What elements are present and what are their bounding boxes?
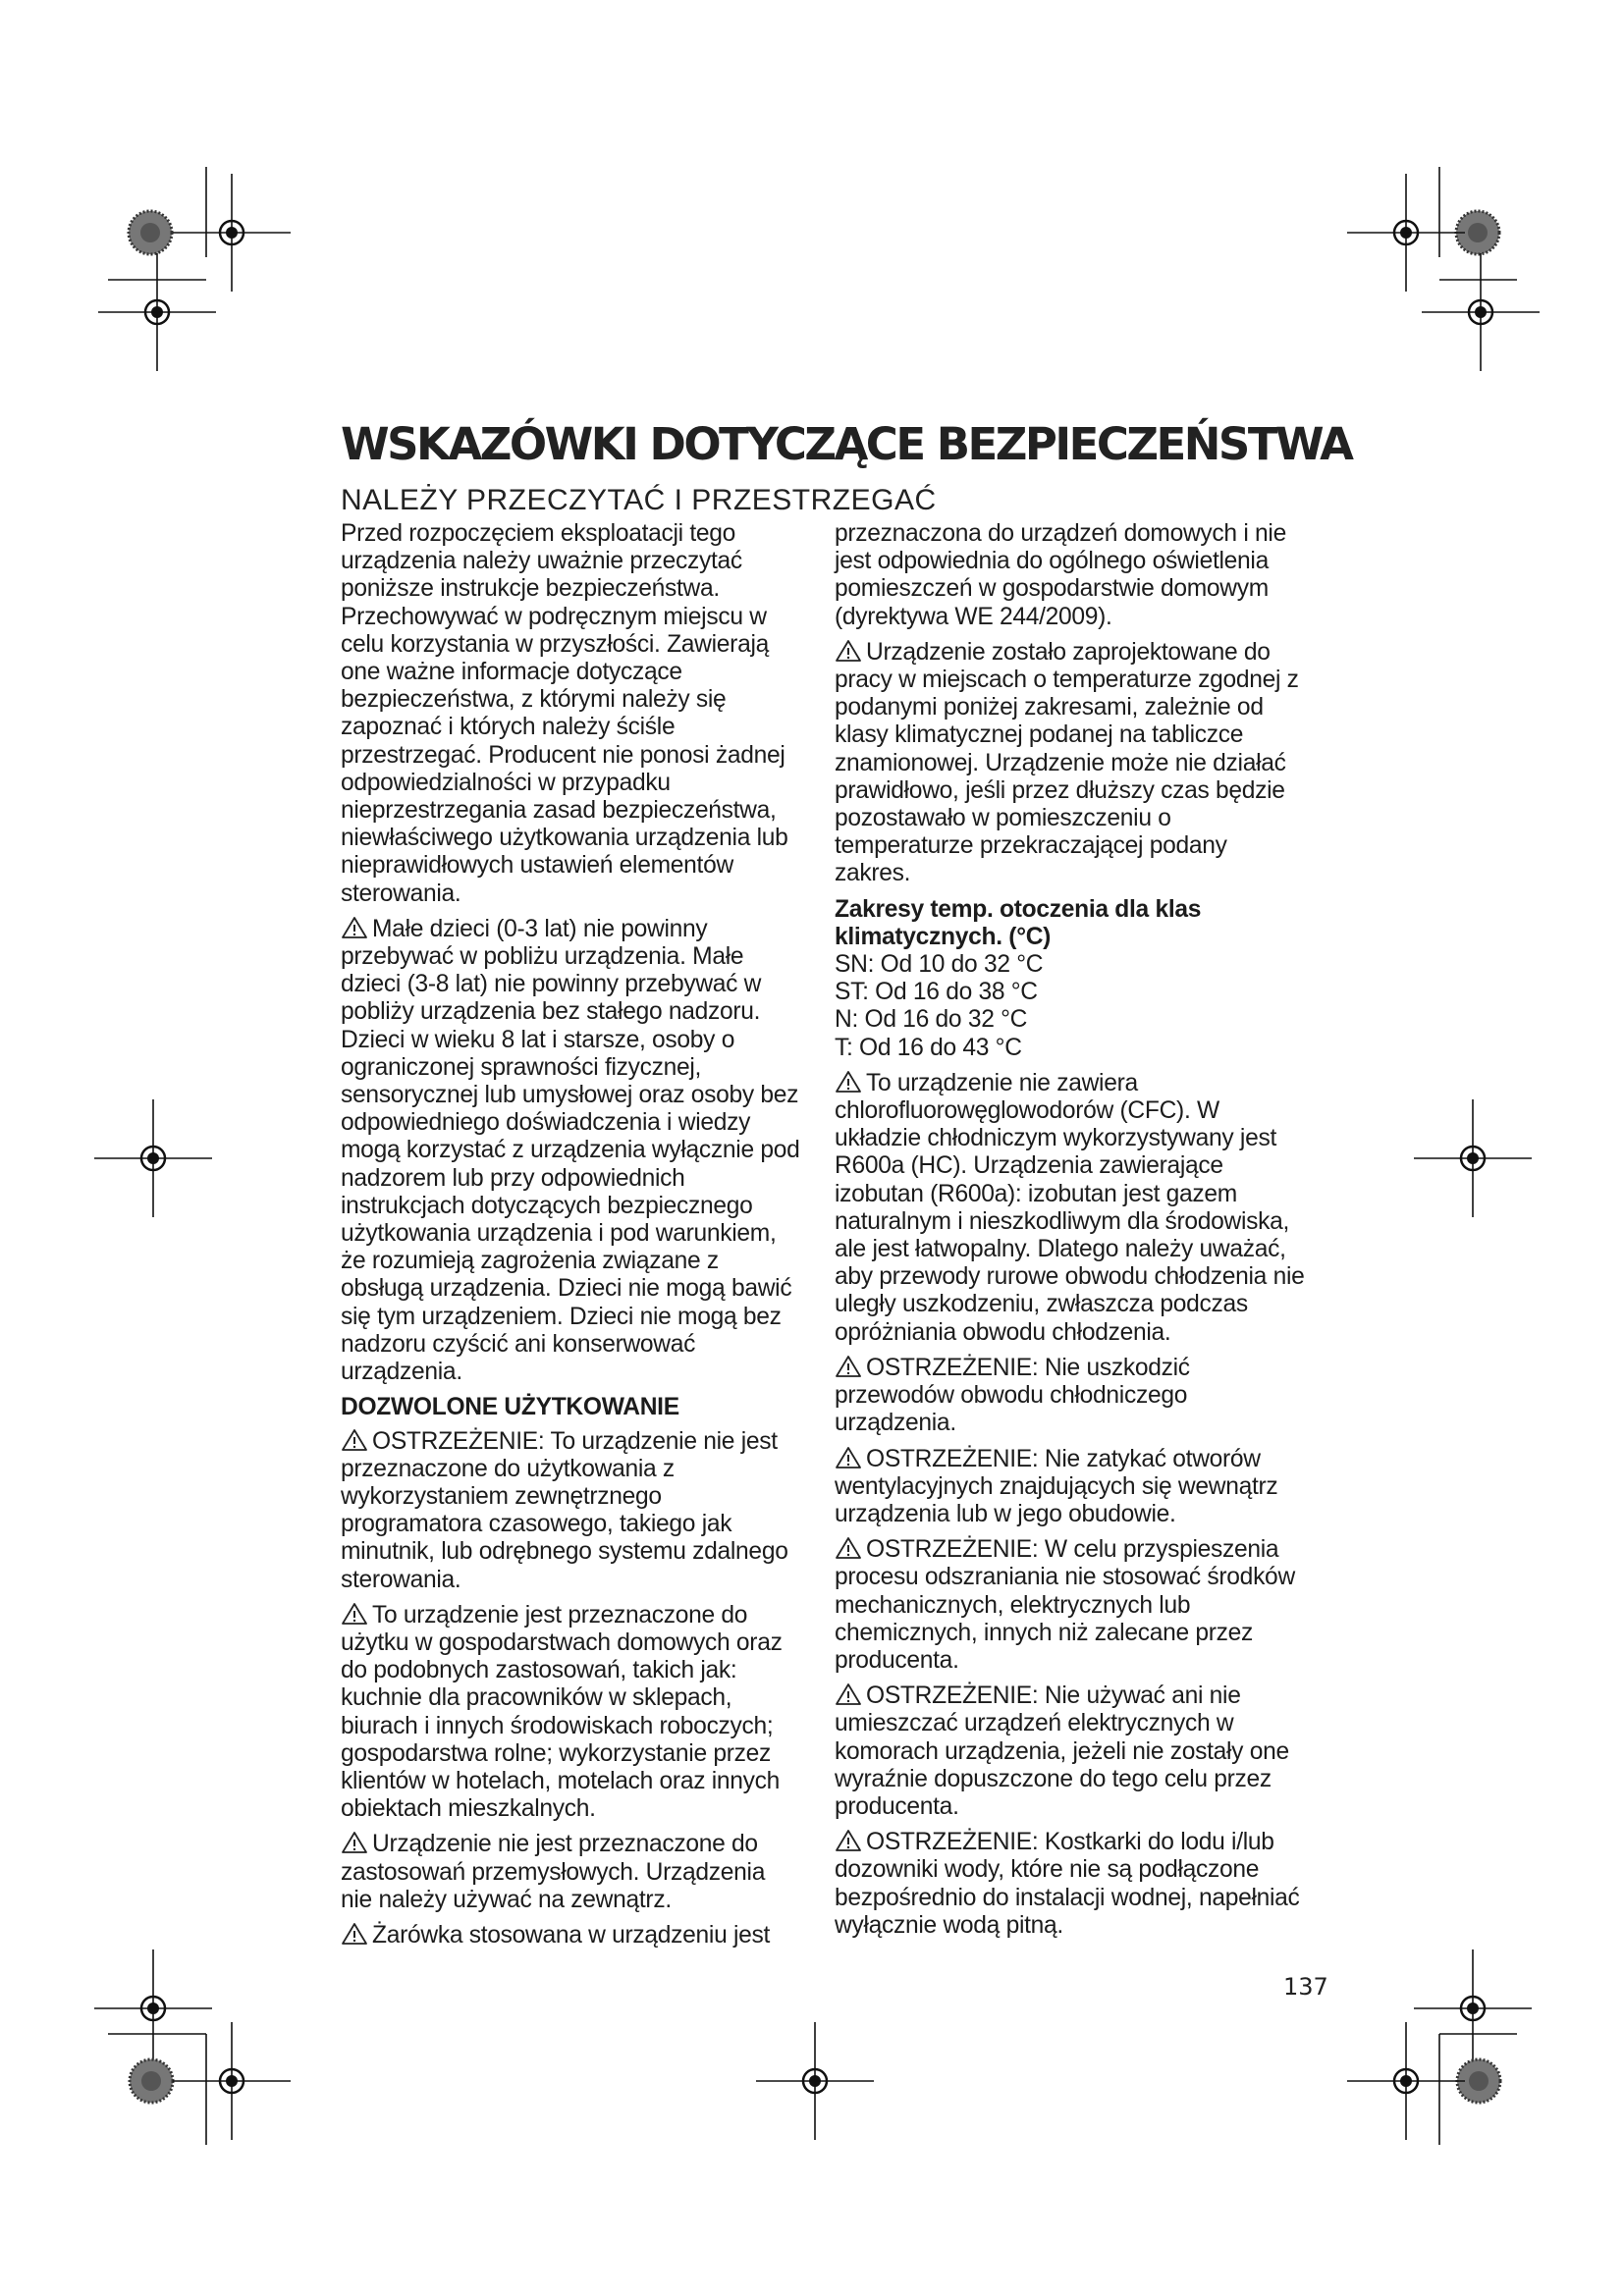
registration-mark-bottom-left bbox=[94, 1949, 212, 2067]
climate-class-n: N: Od 16 do 32 °C bbox=[835, 1006, 1028, 1034]
climate-class-t: T: Od 16 do 43 °C bbox=[835, 1034, 1022, 1061]
left-column bbox=[341, 520, 802, 1957]
warning-defrost-paragraph: OSTRZEŻENIE: W celu przyspieszenia procesu odszraniania nie stosować środków mechanicznych, elektrycznych lub chemicznych, innych niż zalecane przez producenta. bbox=[835, 1536, 1295, 1674]
page-title: WSKAZÓWKI DOTYCZĄCE BEZPIECZEŃSTWA bbox=[341, 418, 1352, 470]
registration-mark-middle-left bbox=[94, 1099, 212, 1217]
warning-icon bbox=[835, 1829, 862, 1852]
warning-circuit-paragraph: OSTRZEŻENIE: Nie uszkodzić przewodów obwodu chłodniczego urządzenia. bbox=[835, 1354, 1190, 1437]
warning-icon bbox=[835, 1682, 862, 1706]
registration-mark-bottom-right bbox=[1414, 1949, 1532, 2067]
registration-mark-bottom-center bbox=[756, 2022, 874, 2140]
warning-icon bbox=[341, 1602, 368, 1626]
registration-mark-top-left bbox=[173, 174, 291, 292]
domestic-use-paragraph: To urządzenie jest przeznaczone do użytku w gospodarstwach domowych oraz do podobnych zastosowań, takich jak: kuchnie dla pracowników w sklepach, biurach i innych środowiskach roboczych; gospodarstwa rolne; wykorzystanie przez klientów w hotelach, motelach oraz innych obiektach mieszkalnych. bbox=[341, 1601, 783, 1823]
warning-icon bbox=[341, 916, 368, 939]
warning-icon bbox=[341, 1922, 368, 1946]
warning-icon bbox=[835, 639, 862, 663]
climate-paragraph: Urządzenie zostało zaprojektowane do pracy w miejscach o temperaturze zgodnej z podanymi poniżej zakresami, zależnie od klasy klimatycznej podanej na tabliczce znamionowej. Urządzenie może nie działać prawidłowo, jeśli przez dłuższy czas będzie pozostawało w pomieszczeniu o temperaturze przekraczającej podany zakres. bbox=[835, 638, 1299, 887]
page-subtitle: NALEŻY PRZECZYTAĆ I PRZESTRZEGAĆ bbox=[341, 484, 937, 516]
warning-icon bbox=[341, 1428, 368, 1452]
bulb-paragraph-end: przeznaczona do urządzeń domowych i nie jest odpowiednia do ogólnego oświetlenia pomieszczeń w gospodarstwie domowym (dyrektywa WE 244/2009). bbox=[835, 520, 1286, 630]
section-heading-permitted-use: DOZWOLONE UŻYTKOWANIE bbox=[341, 1394, 679, 1421]
climate-class-sn: SN: Od 10 do 32 °C bbox=[835, 951, 1044, 979]
warning-vents-paragraph: OSTRZEŻENIE: Nie zatykać otworów wentylacyjnych znajdujących się wewnątrz urządzenia lub w jego obudowie. bbox=[835, 1445, 1278, 1527]
registration-mark-bottom-right-2 bbox=[1347, 2022, 1465, 2140]
registration-mark-top-left-2 bbox=[98, 253, 216, 371]
timer-warning-paragraph: OSTRZEŻENIE: To urządzenie nie jest przeznaczone do użytkowania z wykorzystaniem zewnętrznego programatora czasowego, takiego jak minutnik, lub odrębnego systemu zdalnego sterowania. bbox=[341, 1427, 788, 1593]
climate-class-list bbox=[835, 951, 1306, 1062]
bulb-paragraph-start: Żarówka stosowana w urządzeniu jest bbox=[341, 1922, 802, 1949]
rosette-mark-bottom-left bbox=[130, 2059, 173, 2103]
warning-icon bbox=[835, 1446, 862, 1469]
page-number: 137 bbox=[1283, 1973, 1328, 2001]
rosette-mark-top-left bbox=[129, 211, 172, 254]
refrigerant-paragraph: To urządzenie nie zawiera chlorofluorowęglowodorów (CFC). W układzie chłodniczym wykorzystywany jest R600a (HC). Urządzenia zawierające izobutan (R600a): izobutan jest gazem naturalnym i nieszkodliwym dla środowiska, ale jest łatwopalny. Dlatego należy uważać, aby przewody rurowe obwodu chłodzenia nie uległy uszkodzeniu, zwłaszcza podczas opróżniania obwodu chłodzenia. bbox=[835, 1069, 1305, 1346]
warning-icon bbox=[341, 1831, 368, 1854]
climate-class-heading: Zakresy temp. otoczenia dla klas klimatycznych. (°C) bbox=[835, 895, 1202, 950]
warning-electrical-paragraph: OSTRZEŻENIE: Nie używać ani nie umieszczać urządzeń elektrycznych w komorach urządzenia, jeżeli nie zostały one wyraźnie dopuszczone do tego celu przez producenta. bbox=[835, 1682, 1289, 1820]
warning-icon bbox=[835, 1355, 862, 1378]
children-paragraph: Małe dzieci (0-3 lat) nie powinny przebywać w pobliżu urządzenia. Małe dzieci (3-8 lat) nie powinny przebywać w pobliży urządzenia bez stałego nadzoru. Dzieci w wieku 8 lat i starsze, osoby o ograniczonej sprawności fizycznej, sensorycznej lub umysłowej oraz osoby bez odpowiedniego doświadczenia i wiedzy mogą korzystać z urządzenia wyłącznie pod nadzorem lub przy odpowiednich instrukcjach dotyczących bezpiecznego użytkowania urządzenia i pod warunkiem, że rozumieją zagrożenia związane z obsługą urządzenia. Dzieci nie mogą bawić się tym urządzeniem. Dzieci nie mogą bez nadzoru czyścić ani konserwować urządzenia. bbox=[341, 915, 800, 1386]
climate-class-st: ST: Od 16 do 38 °C bbox=[835, 979, 1038, 1006]
warning-icemaker-paragraph: OSTRZEŻENIE: Kostkarki do lodu i/lub dozowniki wody, które nie są podłączone bezpośrednio do instalacji wodnej, napełniać wyłącznie wodą pitną. bbox=[835, 1829, 1300, 1939]
warning-icon bbox=[835, 1536, 862, 1560]
registration-mark-middle-right bbox=[1414, 1099, 1532, 1217]
warning-icon bbox=[835, 1070, 862, 1094]
registration-mark-top-right-2 bbox=[1422, 253, 1540, 371]
registration-mark-bottom-left-2 bbox=[173, 2022, 291, 2140]
registration-mark-top-right bbox=[1347, 174, 1465, 292]
right-column bbox=[835, 520, 1306, 1948]
industrial-use-paragraph: Urządzenie nie jest przeznaczone do zastosowań przemysłowych. Urządzenia nie należy używać na zewnątrz. bbox=[341, 1831, 766, 1913]
intro-paragraph: Przed rozpoczęciem eksploatacji tego urządzenia należy uważnie przeczytać poniższe instrukcje bezpieczeństwa. Przechowywać w podręcznym miejscu w celu korzystania w przyszłości. Zawierają one ważne informacje dotyczące bezpieczeństwa, z którymi należy się zapoznać i których należy ściśle przestrzegać. Producent nie ponosi żadnej odpowiedzialności w przypadku nieprzestrzegania zasad bezpieczeństwa, niewłaściwego użytkowania urządzenia lub nieprawidłowych ustawień elementów sterowania. bbox=[341, 520, 788, 907]
